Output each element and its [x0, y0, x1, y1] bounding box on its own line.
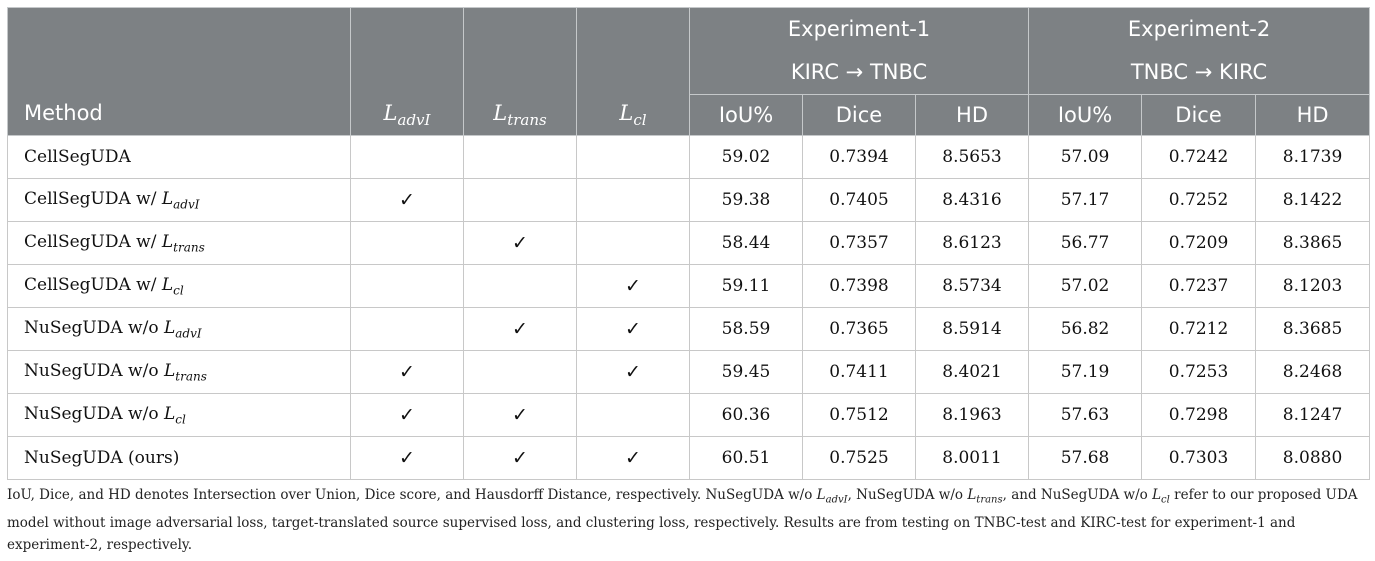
checkmark-icon: ✓	[512, 318, 528, 340]
ablation-table	[7, 7, 1370, 480]
checkmark-icon: ✓	[625, 275, 641, 297]
loss-trans-cell	[464, 136, 577, 179]
metric-cell: 60.51	[690, 437, 803, 480]
metric-cell: 0.7212	[1142, 308, 1256, 351]
method-cell: CellSegUDA w/ $L_{advI}$	[8, 179, 351, 222]
table-row	[8, 222, 1370, 265]
metric-cell: 58.44	[690, 222, 803, 265]
metric-header-hd-2: HD	[1256, 95, 1370, 136]
method-cell: NuSegUDA w/o $L_{cl}$	[8, 394, 351, 437]
table-row	[8, 394, 1370, 437]
method-cell: NuSegUDA (ours)	[8, 437, 351, 480]
table-row	[8, 179, 1370, 222]
method-header: Method	[8, 8, 351, 136]
loss-cl-cell	[577, 437, 690, 480]
metric-cell: 0.7209	[1142, 222, 1256, 265]
method-cell: NuSegUDA w/o $L_{advI}$	[8, 308, 351, 351]
metric-cell: 0.7298	[1142, 394, 1256, 437]
metric-cell: 8.0011	[916, 437, 1029, 480]
loss-trans-cell	[464, 351, 577, 394]
metric-header-hd-1: HD	[916, 95, 1029, 136]
loss-adv-cell	[351, 351, 464, 394]
metric-header-iou-1: IoU%	[690, 95, 803, 136]
loss-cl-cell	[577, 179, 690, 222]
metric-cell: 0.7405	[803, 179, 916, 222]
metric-cell: 8.4316	[916, 179, 1029, 222]
metric-cell: 58.59	[690, 308, 803, 351]
metric-cell: 57.19	[1029, 351, 1142, 394]
metric-cell: 8.5734	[916, 265, 1029, 308]
metric-cell: 59.02	[690, 136, 803, 179]
metric-cell: 0.7365	[803, 308, 916, 351]
metric-header-dice-1: Dice	[803, 95, 916, 136]
table-caption: IoU, Dice, and HD denotes Intersection over Union, Dice score, and Hausdorff Distance, respectively. NuSegUDA w/o $L_{advI}$, NuSegUDA w/o $L_{trans}$, and NuSegUDA w/o $L_{cl}$ refer to our proposed UDA model without image adversarial loss, target-translated source supervised loss, and clustering loss, respectively. Results are from testing on TNBC-test and KIRC-test for experiment-1 and experiment-2, respectively.	[7, 487, 1358, 553]
metric-cell: 0.7357	[803, 222, 916, 265]
method-cell: CellSegUDA w/ $L_{trans}$	[8, 222, 351, 265]
table-row	[8, 265, 1370, 308]
table-row	[8, 437, 1370, 480]
loss-adv-cell	[351, 265, 464, 308]
metric-cell: 8.1963	[916, 394, 1029, 437]
loss-adv-header: $L_{advI}$	[351, 8, 464, 136]
checkmark-icon: ✓	[625, 318, 641, 340]
loss-trans-cell	[464, 222, 577, 265]
metric-cell: 8.1247	[1256, 394, 1370, 437]
checkmark-icon: ✓	[625, 361, 641, 383]
metric-cell: 0.7411	[803, 351, 916, 394]
metric-header-dice-2: Dice	[1142, 95, 1256, 136]
metric-cell: 59.38	[690, 179, 803, 222]
metric-cell: 0.7525	[803, 437, 916, 480]
loss-cl-cell	[577, 351, 690, 394]
checkmark-icon: ✓	[399, 189, 415, 211]
metric-cell: 8.1739	[1256, 136, 1370, 179]
loss-trans-cell	[464, 437, 577, 480]
metric-cell: 56.82	[1029, 308, 1142, 351]
checkmark-icon: ✓	[399, 361, 415, 383]
loss-adv-cell	[351, 308, 464, 351]
checkmark-icon: ✓	[512, 404, 528, 426]
metric-cell: 57.17	[1029, 179, 1142, 222]
metric-cell: 0.7242	[1142, 136, 1256, 179]
metric-cell: 57.02	[1029, 265, 1142, 308]
metric-cell: 57.63	[1029, 394, 1142, 437]
method-cell: CellSegUDA w/ $L_{cl}$	[8, 265, 351, 308]
loss-trans-cell	[464, 308, 577, 351]
checkmark-icon: ✓	[399, 404, 415, 426]
metric-cell: 57.68	[1029, 437, 1142, 480]
metric-cell: 0.7394	[803, 136, 916, 179]
loss-cl-cell	[577, 136, 690, 179]
loss-cl-cell	[577, 265, 690, 308]
checkmark-icon: ✓	[625, 447, 641, 469]
metric-cell: 56.77	[1029, 222, 1142, 265]
loss-cl-header: $L_{cl}$	[577, 8, 690, 136]
metric-cell: 0.7303	[1142, 437, 1256, 480]
loss-trans-cell	[464, 394, 577, 437]
method-cell: NuSegUDA w/o $L_{trans}$	[8, 351, 351, 394]
loss-trans-cell	[464, 179, 577, 222]
experiment-1-header: Experiment-1 KIRC → TNBC	[690, 8, 1029, 95]
metric-cell: 8.5914	[916, 308, 1029, 351]
loss-adv-cell	[351, 437, 464, 480]
checkmark-icon: ✓	[512, 232, 528, 254]
table-row	[8, 351, 1370, 394]
metric-cell: 0.7512	[803, 394, 916, 437]
metric-cell: 57.09	[1029, 136, 1142, 179]
metric-cell: 0.7252	[1142, 179, 1256, 222]
metric-cell: 0.7237	[1142, 265, 1256, 308]
metric-cell: 8.3685	[1256, 308, 1370, 351]
loss-trans-cell	[464, 265, 577, 308]
checkmark-icon: ✓	[512, 447, 528, 469]
metric-cell: 0.7253	[1142, 351, 1256, 394]
metric-header-iou-2: IoU%	[1029, 95, 1142, 136]
metric-cell: 8.4021	[916, 351, 1029, 394]
loss-cl-cell	[577, 222, 690, 265]
metric-cell: 8.3865	[1256, 222, 1370, 265]
loss-adv-cell	[351, 394, 464, 437]
loss-adv-cell	[351, 136, 464, 179]
table-body	[8, 136, 1370, 480]
experiment-2-header: Experiment-2 TNBC → KIRC	[1029, 8, 1370, 95]
loss-cl-cell	[577, 394, 690, 437]
loss-adv-cell	[351, 222, 464, 265]
table-row	[8, 136, 1370, 179]
metric-cell: 8.1422	[1256, 179, 1370, 222]
metric-cell: 8.0880	[1256, 437, 1370, 480]
metric-cell: 59.45	[690, 351, 803, 394]
metric-cell: 0.7398	[803, 265, 916, 308]
metric-cell: 8.2468	[1256, 351, 1370, 394]
metric-cell: 8.1203	[1256, 265, 1370, 308]
loss-trans-header: $L_{trans}$	[464, 8, 577, 136]
metric-cell: 8.6123	[916, 222, 1029, 265]
metric-cell: 60.36	[690, 394, 803, 437]
loss-adv-cell	[351, 179, 464, 222]
table-row	[8, 308, 1370, 351]
method-cell: CellSegUDA	[8, 136, 351, 179]
checkmark-icon: ✓	[399, 447, 415, 469]
metric-cell: 8.5653	[916, 136, 1029, 179]
loss-cl-cell	[577, 308, 690, 351]
metric-cell: 59.11	[690, 265, 803, 308]
